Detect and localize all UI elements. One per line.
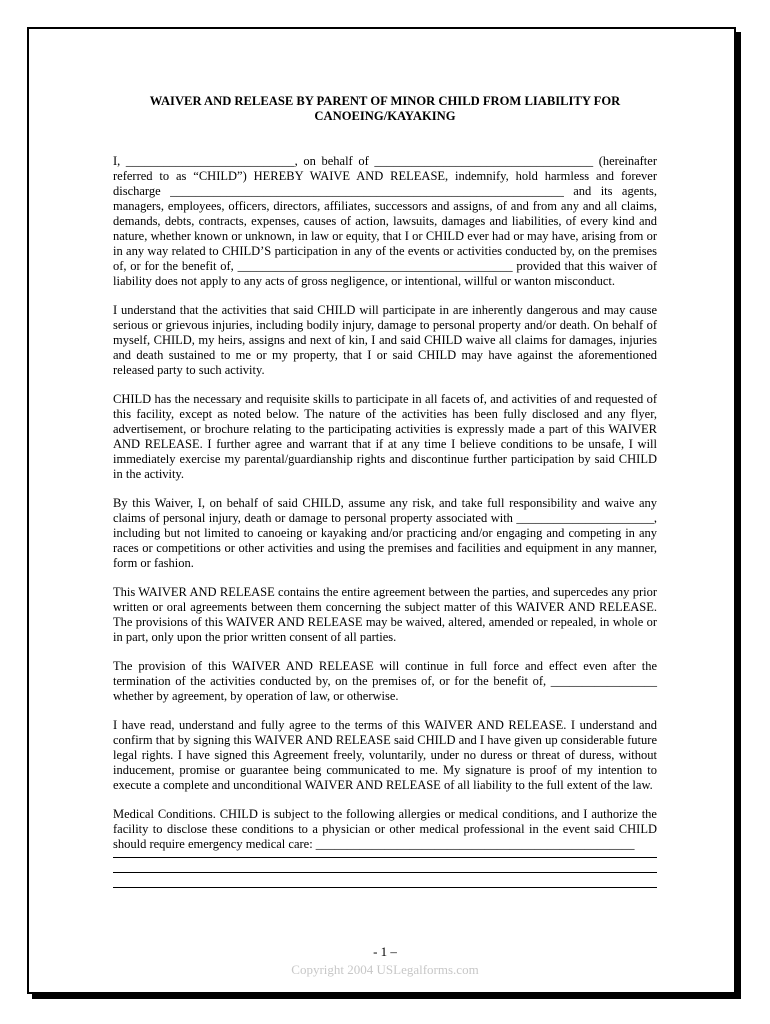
document-title (113, 94, 657, 124)
copyright-notice: Copyright 2004 USLegalforms.com (291, 962, 479, 977)
medical-blank-line-3[interactable] (113, 887, 657, 888)
title-line-1: WAIVER AND RELEASE BY PARENT OF MINOR CHILD FROM LIABILITY FOR (149, 94, 621, 108)
paragraph-survival: The provision of this WAIVER AND RELEASE will continue in full force and effect even after the termination of the activities conducted by, on the premises of, or for the benefit of, _________________ whether by agreement, by operation of law, or otherwise. (113, 659, 657, 703)
paragraph-inherent-danger: I understand that the activities that said CHILD will participate in are inherently dangerous and may cause serious or grievous injuries, including bodily injury, damage to personal property and/or death. On behalf of myself, CHILD, my heirs, assigns and next of kin, I and said CHILD waive all claims for damages, injuries and death sustained to me or my property, that I or said CHILD may have against the aforementioned released party to such activity. (113, 303, 657, 377)
medical-blank-line-2[interactable] (113, 872, 657, 873)
medical-blank-line-1[interactable] (113, 857, 657, 858)
page-number: - 1 – (373, 944, 397, 959)
paragraph-entire-agreement: This WAIVER AND RELEASE contains the entire agreement between the parties, and supercedes any prior written or oral agreements between them concerning the subject matter of this WAIVER AND RELEASE. The provisions of this WAIVER AND RELEASE may be waived, altered, amended or repealed, in whole or in part, only upon the prior written consent of all parties. (113, 585, 657, 644)
paragraph-medical-conditions: Medical Conditions. CHILD is subject to the following allergies or medical conditions, and I authorize the facility to disclose these conditions to a physician or other medical professional in the event said CHILD should require emergency medical care: ___________________________________________________ (113, 807, 657, 851)
paragraph-child-skills: CHILD has the necessary and requisite skills to participate in all facets of, and activities of and requested of this facility, except as noted below. The nature of the activities has been fully disclosed and any flyer, advertisement, or brochure relating to the participating activities is expressly made a part of this WAIVER AND RELEASE. I further agree and warrant that if at any time I believe conditions to be unsafe, I will immediately exercise my parental/guardianship rights and discontinue further participation by said CHILD in the activity. (113, 392, 657, 481)
title-line-2: CANOEING/KAYAKING (314, 109, 456, 123)
paragraph-acknowledgement: I have read, understand and fully agree to the terms of this WAIVER AND RELEASE. I understand and confirm that by signing this WAIVER AND RELEASE said CHILD and I have given up considerable future legal rights. I have signed this Agreement freely, voluntarily, under no duress or threat of duress, without inducement, promise or guarantee being communicated to me. My signature is proof of my intention to execute a complete and unconditional WAIVER AND RELEASE of all liability to the full extent of the law. (113, 718, 657, 792)
paragraph-assumption-of-risk: By this Waiver, I, on behalf of said CHILD, assume any risk, and take full responsibility and waive any claims of personal injury, death or damage to personal property associated with ______________________, including but not limited to canoeing or kayaking and/or practicing and/or engaging and competing in any races or competitions or other activities and using the premises and facilities and equipment in any manner, form or fashion. (113, 496, 657, 570)
document-body (113, 154, 657, 888)
paragraph-release-clause: I, ___________________________, on behalf of ___________________________________ (hereinafter referred to as “CHILD”) HEREBY WAIVE AND RELEASE, indemnify, hold harmless and forever discharge _______________________________________________________________ and its agents, managers, employees, officers, directors, affiliates, successors and assigns, of and from any and all claims, demands, debts, contracts, expenses, causes of action, lawsuits, damages and liabilities, of every kind and nature, whether known or unknown, in law or equity, that I or CHILD ever had or may have, arising from or in any way related to CHILD’S participation in any of the events or activities conducted by, on the premises of, or for the benefit of, ____________________________________________ provided that this waiver of liability does not apply to any acts of gross negligence, or intentional, willful or wanton misconduct. (113, 154, 657, 288)
